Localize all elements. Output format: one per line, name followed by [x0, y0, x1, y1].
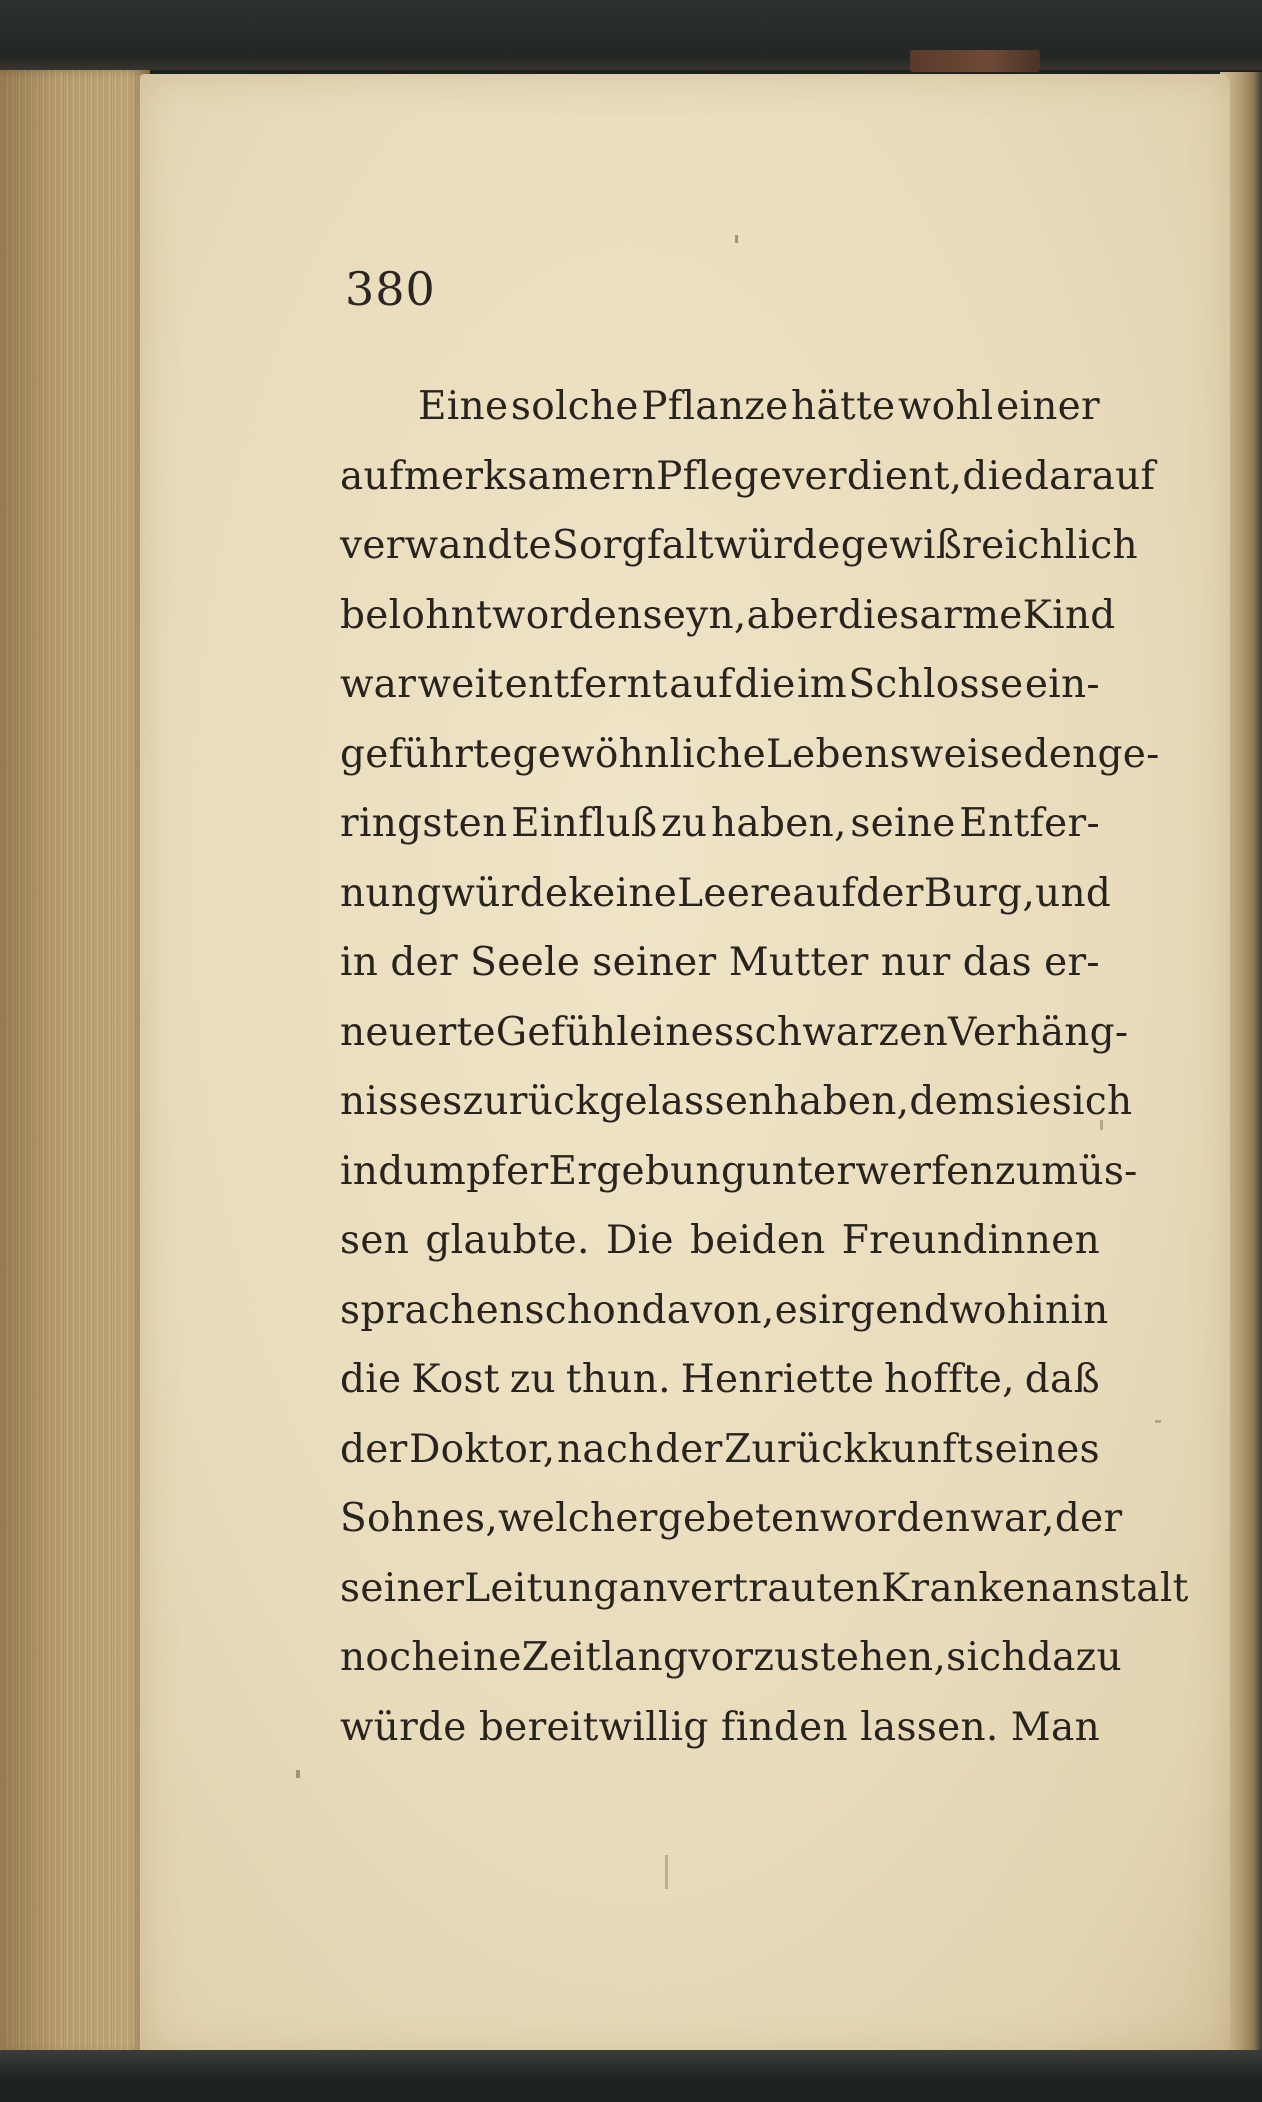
word: Henriette: [680, 1357, 875, 1402]
page-number: 380: [345, 262, 436, 316]
word: sich: [946, 1635, 1027, 1680]
word: Gefühl: [495, 1009, 630, 1055]
word: gebeten: [657, 1496, 820, 1541]
word: reichlich: [962, 523, 1138, 568]
word: haben,: [773, 1079, 910, 1124]
word: sich: [1051, 1079, 1133, 1124]
paper-speck: [1155, 1420, 1161, 1423]
word: Sorgfalt: [551, 523, 714, 568]
text-line: [340, 998, 1129, 1068]
bottom-book-edge: [0, 2050, 1262, 2102]
word: worden: [492, 592, 643, 638]
word: der: [340, 1426, 408, 1472]
word: nur: [880, 940, 951, 985]
word: wohin: [949, 1287, 1071, 1333]
word: Mutter: [728, 940, 869, 985]
word: die: [734, 662, 796, 707]
word: wohl: [897, 384, 994, 429]
word: beiden: [690, 1218, 826, 1263]
word: er-: [1044, 940, 1100, 985]
word: gewiß: [840, 523, 963, 568]
word: auf: [669, 662, 733, 707]
word: glaubte.: [425, 1218, 590, 1263]
word: im: [797, 662, 848, 707]
paper-speck: [665, 1855, 668, 1889]
text-line: [340, 720, 1160, 790]
paper-speck: [735, 235, 738, 243]
word: würde: [340, 1704, 467, 1750]
word: dem: [909, 1079, 996, 1124]
text-line: [340, 511, 1138, 581]
word: Doktor,: [409, 1426, 556, 1472]
word: thun.: [565, 1357, 671, 1402]
word: schwarzen: [734, 1009, 949, 1055]
word: vorzustehen,: [688, 1635, 947, 1680]
word: eine: [436, 1635, 522, 1680]
word: sen: [340, 1218, 410, 1263]
word: seiner: [340, 1565, 465, 1611]
word: nach: [556, 1426, 654, 1472]
text-line: [340, 650, 1100, 720]
word: Leere: [677, 870, 793, 916]
word: anvertrauten: [618, 1565, 881, 1611]
text-line: [340, 1554, 1189, 1624]
word: nisses: [340, 1079, 463, 1124]
text-line: [340, 1345, 1100, 1415]
word: ringsten: [340, 801, 508, 846]
text-line: [340, 1693, 1100, 1763]
text-line: [340, 928, 1100, 998]
word: noch: [340, 1635, 437, 1680]
word: Die: [606, 1218, 674, 1263]
word: belohnt: [340, 592, 493, 638]
word: der: [856, 870, 924, 916]
word: solche: [510, 384, 639, 429]
word: Ergebung: [548, 1148, 747, 1194]
word: weit: [417, 662, 504, 707]
text-line: [340, 859, 1112, 929]
word: seine: [850, 801, 956, 846]
word: auf: [792, 870, 857, 916]
word: würde: [441, 870, 569, 916]
word: war,: [970, 1496, 1055, 1541]
word: Kind: [1022, 592, 1116, 638]
word: Krankenanstalt: [880, 1565, 1189, 1611]
word: dies: [837, 592, 920, 638]
word: der: [1054, 1496, 1123, 1541]
word: verwandte: [340, 523, 552, 568]
word: nung: [340, 870, 442, 916]
word: seiner: [592, 940, 717, 985]
word: zurückgelassen: [462, 1079, 774, 1124]
text-line: [340, 1067, 1133, 1137]
word: der: [390, 940, 458, 985]
word: eines: [629, 1009, 735, 1055]
paper-speck: [296, 1770, 300, 1778]
word: verdient,: [782, 453, 963, 499]
word: Pflege: [656, 453, 783, 499]
book-cover-edge: [910, 50, 1040, 72]
word: unterwerfen: [746, 1148, 995, 1194]
word: Freundinnen: [841, 1218, 1100, 1263]
word: Zeit: [521, 1635, 602, 1680]
word: Pflanze: [641, 384, 789, 429]
top-book-edge: [0, 0, 1262, 70]
word: aufmerksamern: [340, 453, 657, 499]
word: ge-: [1097, 731, 1160, 777]
word: seines: [974, 1426, 1100, 1472]
word: finden: [720, 1704, 848, 1750]
word: das: [962, 940, 1032, 985]
word: neuerte: [340, 1009, 496, 1055]
word: Verhäng-: [948, 1009, 1129, 1055]
word: es: [774, 1287, 819, 1333]
word: hoffte,: [884, 1357, 1015, 1402]
word: Einfluß: [511, 801, 658, 846]
word: lang: [601, 1635, 689, 1680]
word: entfernt: [504, 662, 668, 707]
word: worden: [819, 1496, 971, 1541]
word: lassen.: [860, 1704, 999, 1750]
word: sprachen: [340, 1287, 525, 1333]
word: der: [655, 1426, 723, 1472]
word: Burg,: [923, 870, 1036, 916]
text-line: [340, 1623, 1122, 1693]
word: geführte: [340, 731, 513, 777]
word: schon: [524, 1287, 642, 1333]
word: zu: [509, 1357, 556, 1402]
word: darauf: [1023, 453, 1156, 499]
word: sie: [995, 1079, 1052, 1124]
word: die: [962, 453, 1024, 499]
word: in: [340, 1148, 379, 1194]
word: Entfer-: [959, 801, 1100, 846]
word: Lebensweise: [765, 731, 1024, 777]
word: bereitwillig: [478, 1704, 709, 1750]
word: dumpfer: [378, 1148, 549, 1194]
word: Seele: [470, 940, 581, 985]
word: aber: [746, 592, 838, 638]
word: gewöhnliche: [512, 731, 766, 777]
word: zu: [661, 801, 708, 846]
word: daß: [1024, 1357, 1100, 1402]
word: müs-: [1041, 1148, 1138, 1194]
text-line: [340, 581, 1116, 651]
word: ein-: [1024, 662, 1100, 707]
word: davon,: [641, 1287, 775, 1333]
word: war: [340, 662, 417, 707]
word: irgend: [818, 1287, 950, 1333]
word: Zurückkunft: [724, 1426, 973, 1472]
word: Schlosse: [848, 662, 1024, 707]
word: dazu: [1026, 1635, 1122, 1680]
word: Kost: [411, 1357, 500, 1402]
word: die: [340, 1357, 402, 1402]
word: arme: [919, 592, 1023, 638]
text-line: [340, 1137, 1138, 1207]
word: keine: [568, 870, 678, 916]
body-text: [340, 372, 1189, 1762]
word: haben,: [710, 801, 847, 846]
word: seyn,: [642, 592, 747, 638]
word: und: [1035, 870, 1112, 916]
word: welcher: [498, 1496, 658, 1541]
text-line: [340, 1206, 1100, 1276]
text-line: [340, 372, 1100, 442]
word: in: [340, 940, 379, 985]
text-line: [340, 1276, 1109, 1346]
word: würde: [713, 523, 841, 568]
word: Eine: [418, 384, 509, 429]
text-line: [340, 1415, 1100, 1485]
text-line: [340, 789, 1100, 859]
word: Leitung: [464, 1565, 619, 1611]
word: Sohnes,: [340, 1496, 499, 1541]
text-line: [340, 1484, 1123, 1554]
word: einer: [996, 384, 1100, 429]
word: Man: [1010, 1704, 1100, 1750]
text-line: [340, 442, 1156, 512]
word: zu: [994, 1148, 1042, 1194]
word: den: [1023, 731, 1098, 777]
word: in: [1070, 1287, 1109, 1333]
word: hätte: [791, 384, 896, 429]
